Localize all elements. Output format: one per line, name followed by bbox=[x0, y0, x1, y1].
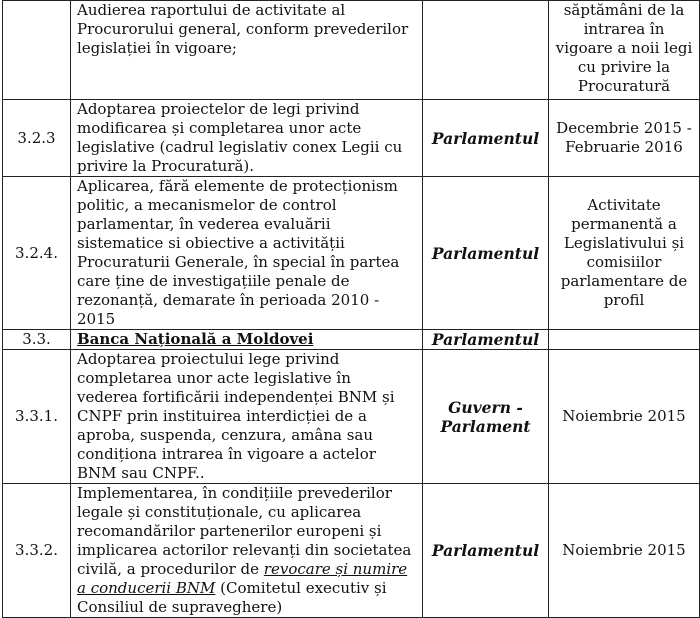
row-term bbox=[549, 330, 700, 350]
row-term: Decembrie 2015 - Februarie 2016 bbox=[549, 100, 700, 177]
row-responsible: Parlamentul bbox=[423, 484, 549, 618]
description-text-end: (Comitetul executiv și Consiliul de supraveghere) bbox=[77, 579, 387, 616]
table-row bbox=[3, 1, 700, 100]
row-number: 3.3.2. bbox=[3, 484, 71, 618]
row-number bbox=[3, 1, 71, 100]
row-term: săptămâni de la intrarea în vigoare a noii legi cu privire la Procuratură bbox=[549, 1, 700, 100]
row-number: 3.3. bbox=[3, 330, 71, 350]
row-term: Noiembrie 2015 bbox=[549, 484, 700, 618]
row-description: Adoptarea proiectului lege privind completarea unor acte legislative în vederea fortificării independenței BNM și CNPF prin instituirea interdicției de a aproba, suspenda, cenzura, amâna sau condiționa intrarea în vigoare a actelor BNM sau CNPF.. bbox=[71, 350, 423, 484]
row-description: Adoptarea proiectelor de legi privind modificarea și completarea unor acte legislative (cadrul legislativ conex Legii cu privire la Procuratură). bbox=[71, 100, 423, 177]
row-responsible: Parlamentul bbox=[423, 177, 549, 330]
row-responsible bbox=[423, 1, 549, 100]
row-number: 3.2.3 bbox=[3, 100, 71, 177]
action-plan-table bbox=[2, 0, 700, 618]
description-emphasis: revocare și numire a conducerii BNM bbox=[77, 560, 408, 597]
row-term: Activitate permanentă a Legislativului și comisiilor parlamentare de profil bbox=[549, 177, 700, 330]
section-title: Banca Națională a Moldovei bbox=[71, 330, 423, 350]
row-number: 3.2.4. bbox=[3, 177, 71, 330]
table-row bbox=[3, 350, 700, 484]
row-description: Audierea raportului de activitate al Procurorului general, conform prevederilor legislației în vigoare; bbox=[71, 1, 423, 100]
description-text: Implementarea, în condițiile prevederilor legale și constituționale, cu aplicarea recomandărilor partenerilor europeni și implicarea actorilor relevanți din societatea civilă, a procedurilor de bbox=[77, 484, 412, 578]
row-term: Noiembrie 2015 bbox=[549, 350, 700, 484]
row-responsible: Guvern - Parlament bbox=[423, 350, 549, 484]
section-header-row bbox=[3, 330, 700, 350]
row-description: Aplicarea, fără elemente de protecționism politic, a mecanismelor de control parlamentar, în vederea evaluării sistematice si obiective a activității Procuraturii Generale, în special în partea care ține de investigațiile penale de rezonanță, demarate în perioada 2010 - 2015 bbox=[71, 177, 423, 330]
row-responsible: Parlamentul bbox=[423, 100, 549, 177]
row-responsible: Parlamentul bbox=[423, 330, 549, 350]
table-row bbox=[3, 177, 700, 330]
row-number: 3.3.1. bbox=[3, 350, 71, 484]
table-row bbox=[3, 100, 700, 177]
